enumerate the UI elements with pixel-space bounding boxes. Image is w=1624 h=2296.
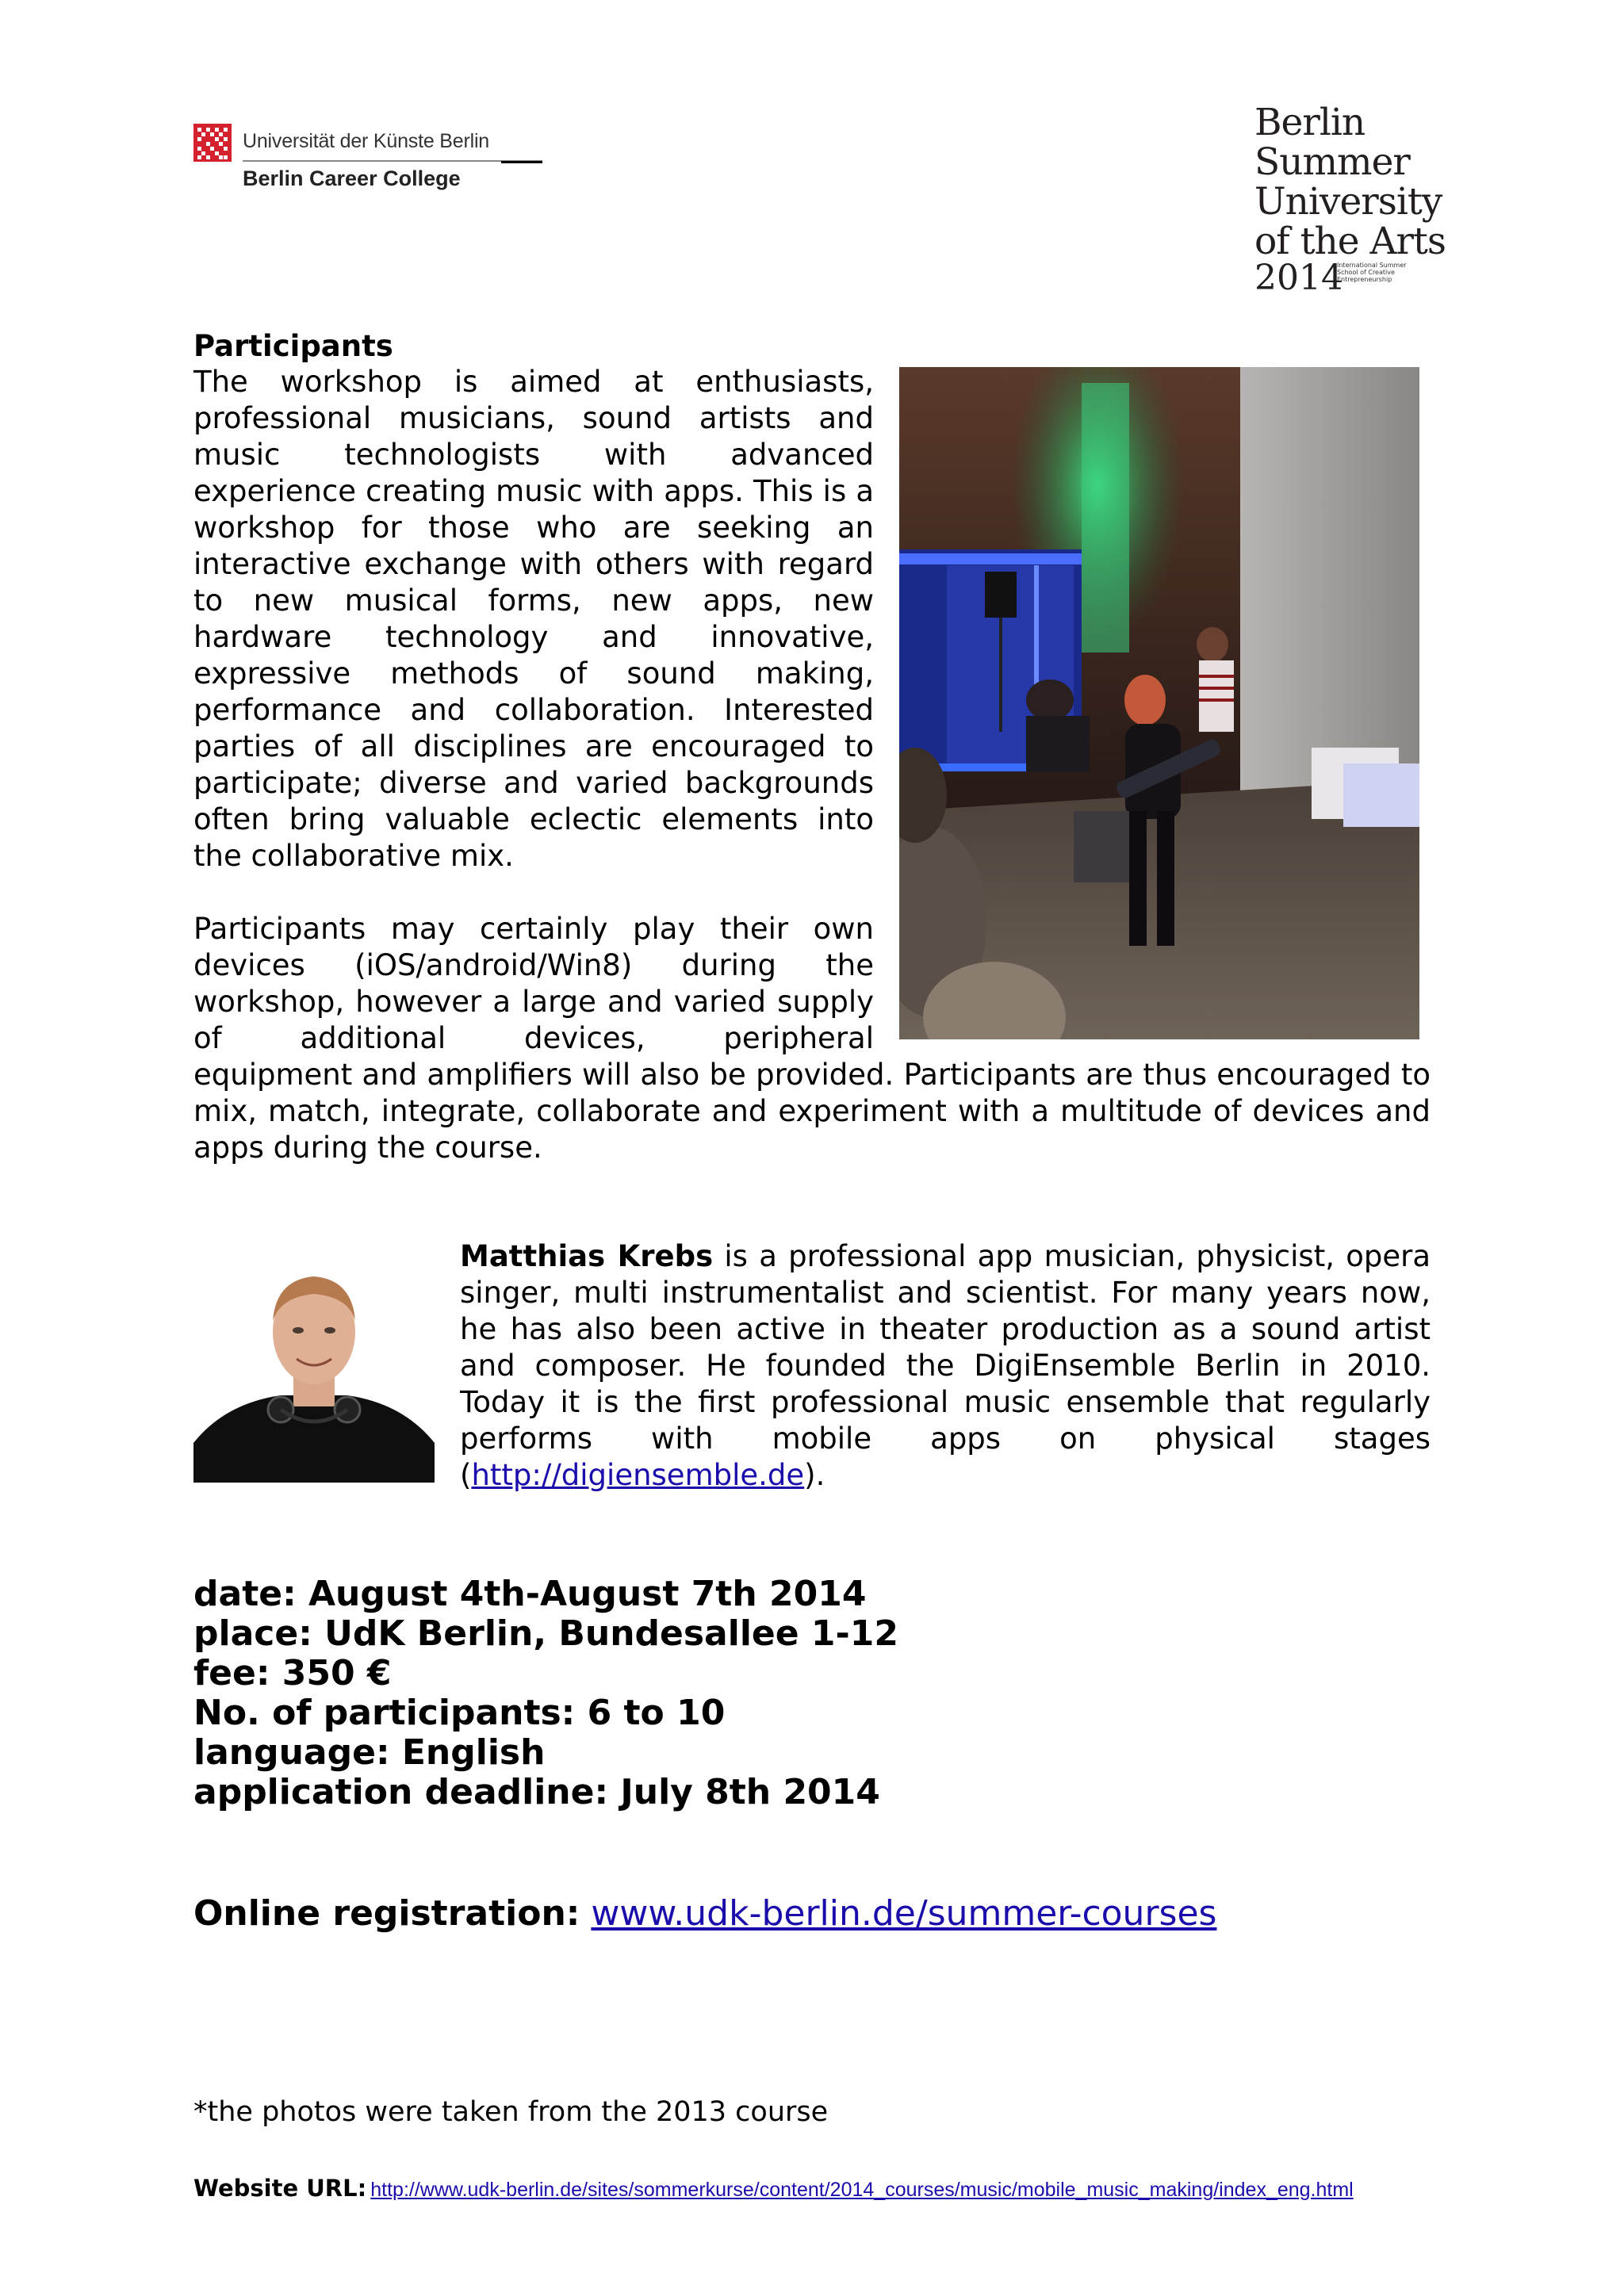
course-facts [193,1575,898,1812]
udk-rule-accent [501,161,542,163]
bio-paragraph [460,1238,1431,1494]
fact-deadline: application deadline: July 8th 2014 [193,1772,880,1812]
logo-line-berlin: Berlin [1254,101,1365,144]
website-link[interactable]: http://www.udk-berlin.de/sites/sommerkurse/content/2014_courses/music/mobile_music_making/index_eng.html [370,2179,1354,2201]
portrait-photo [193,1253,435,1483]
logo-line-summer: Summer [1254,140,1410,184]
logo-tagline: International Summer School of Creative Entrepreneurship [1337,262,1407,283]
participants-heading: Participants [193,329,393,363]
logo-line-arts: of the Arts [1254,220,1446,263]
photo-footnote: *the photos were taken from the 2013 course [193,2096,829,2128]
logo-line-university: University [1254,180,1442,224]
bio-text-end: ). [804,1458,825,1492]
performance-photo [899,367,1419,1039]
participants-paragraph-2: Participants may certainly play their own devices (iOS/android/Win8) during the workshop, however a large and varied supply of additional devices, peripheral [193,912,874,1055]
summer-university-logo [1254,103,1461,301]
fact-date: date: August 4th-August 7th 2014 [193,1574,867,1614]
udk-grid-icon [193,124,232,162]
registration-label: Online registration: [193,1893,580,1934]
participants-paragraph-1: The workshop is aimed at enthusiasts, professional musicians, sound artists and music technologists with advanced experience creating music with apps. This is a workshop for those who are seeking an interactive exchange with others with regard to new musical forms, new apps, new hardware technology and innovative, expressive methods of sound making, performance and collaboration. Interested parties of all disciplines are encouraged to participate; diverse and varied backgrounds often bring valuable eclectic elements into the collaborative mix. [193,365,874,873]
udk-name: Universität der Künste Berlin [243,130,490,152]
fact-language: language: English [193,1732,546,1773]
udk-logo [193,124,542,200]
logo-year: 2014 [1254,258,1343,298]
participants-paragraph-2-continued: equipment and amplifiers will also be provided. Participants are thus encouraged to mix, match, integrate, collaborate and experiment with a multitude of devices and apps during the course. [193,1058,1431,1165]
bio-name: Matthias Krebs [460,1239,714,1273]
website-label: Website URL: [193,2175,367,2202]
fact-participants: No. of participants: 6 to 10 [193,1693,726,1733]
udk-rule [243,160,542,162]
online-registration [193,1893,1216,1934]
registration-link[interactable]: www.udk-berlin.de/summer-courses [591,1893,1217,1934]
udk-subtitle: Berlin Career College [243,166,461,190]
fact-place: place: UdK Berlin, Bundesallee 1-12 [193,1613,899,1654]
digiensemble-link[interactable]: http://digiensemble.de [471,1458,805,1492]
bio-text: is a professional app musician, physicist, opera singer, multi instrumentalist and scientist. For many years now, he has also been active in theater production as a sound artist and composer. He founded the DigiEnsemble Berlin in 2010. Today it is the first professional music ensemble that regularly performs with mobile apps on physical stages ( [460,1239,1431,1492]
website-url [193,2174,1354,2206]
fact-fee: fee: 350 € [193,1653,392,1693]
